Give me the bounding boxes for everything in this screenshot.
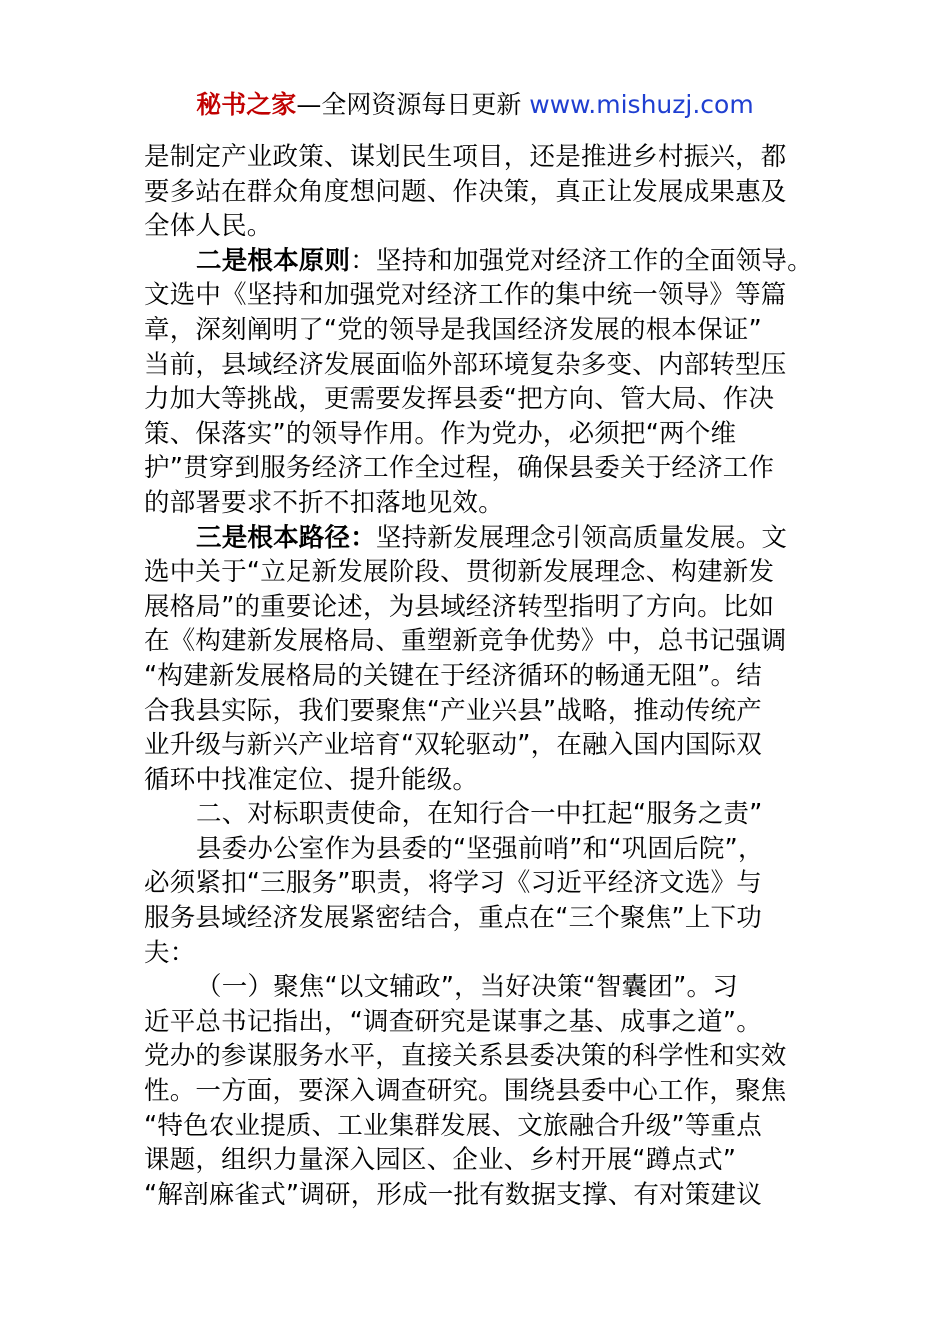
text-line xyxy=(144,451,814,486)
text-line xyxy=(144,659,814,694)
text-line xyxy=(144,1143,814,1178)
line-text: 县委办公室作为县委的“坚强前哨”和“巩固后院”， xyxy=(196,833,764,864)
line-text: 性。一方面，要深入调查研究。围绕县委中心工作，聚焦 xyxy=(144,1076,787,1107)
line-text: 的部署要求不折不扣落地见效。 xyxy=(144,487,504,518)
text-line xyxy=(144,901,814,936)
line-text: 坚持新发展理念引领高质量发展。文 xyxy=(375,522,788,553)
brand-name: 秘书之家 xyxy=(196,90,297,119)
line-text: 当前，县域经济发展面临外部环境复杂多变、内部转型压 xyxy=(144,349,787,380)
line-text: 党办的参谋服务水平，直接关系县委决策的科学性和实效 xyxy=(144,1041,787,1072)
line-text: 文选中《坚持和加强党对经济工作的集中统一领导》等篇 xyxy=(144,280,787,311)
line-text: 要多站在群众角度想问题、作决策，真正让发展成果惠及 xyxy=(144,176,787,207)
line-text: （一）聚焦“以文辅政”，当好决策“智囊团”。习 xyxy=(196,972,738,1003)
header-tagline: —全网资源每日更新 xyxy=(296,90,530,119)
text-line xyxy=(144,140,814,175)
text-line xyxy=(144,832,814,867)
bold-heading: 三是根本路径： xyxy=(196,522,376,553)
text-line xyxy=(144,624,814,659)
line-text: 章，深刻阐明了“党的领导是我国经济发展的根本保证” xyxy=(144,314,762,345)
line-text: 夫： xyxy=(144,937,196,968)
line-text: 课题，组织力量深入园区、企业、乡村开展“蹲点式” xyxy=(144,1145,737,1176)
text-line xyxy=(144,1039,814,1074)
text-line xyxy=(144,555,814,590)
text-line xyxy=(144,797,814,832)
text-line xyxy=(144,970,814,1005)
line-text: ：坚持和加强党对经济工作的全面领导。 xyxy=(350,245,813,276)
line-text: 策、保落实”的领导作用。作为党办，必须把“两个维 xyxy=(144,418,737,449)
site-url-link[interactable]: www.mishuzj.com xyxy=(529,90,754,119)
text-line xyxy=(144,590,814,625)
line-text: 近平总书记指出，“调查研究是谋事之基、成事之道”。 xyxy=(144,1006,762,1037)
text-line xyxy=(144,244,814,279)
text-line xyxy=(144,1074,814,1109)
text-line xyxy=(144,278,814,313)
text-line xyxy=(144,313,814,348)
text-line xyxy=(144,936,814,971)
line-text: “解剖麻雀式”调研，形成一批有数据支撑、有对策建议 xyxy=(144,1179,762,1210)
text-line xyxy=(144,866,814,901)
text-line xyxy=(144,382,814,417)
text-line xyxy=(144,209,814,244)
line-text: 循环中找准定位、提升能级。 xyxy=(144,764,479,795)
line-text: 是制定产业政策、谋划民生项目，还是推进乡村振兴，都 xyxy=(144,142,787,172)
document-body xyxy=(144,140,814,1212)
bold-heading: 二是根本原则 xyxy=(196,245,351,276)
text-line xyxy=(144,175,814,210)
line-text: 合我县实际，我们要聚焦“产业兴县”战略，推动传统产 xyxy=(144,695,762,726)
line-text: “构建新发展格局的关键在于经济循环的畅通无阻”。结 xyxy=(144,660,762,691)
line-text: 展格局”的重要论述，为县域经济转型指明了方向。比如 xyxy=(144,591,775,622)
line-text: 护”贯穿到服务经济工作全过程，确保县委关于经济工作 xyxy=(144,453,775,484)
text-line xyxy=(144,348,814,383)
site-header xyxy=(0,88,950,122)
text-line xyxy=(144,728,814,763)
line-text: 力加大等挑战，更需要发挥县委“把方向、管大局、作决 xyxy=(144,384,775,415)
text-line xyxy=(144,1178,814,1213)
line-text: 在《构建新发展格局、重塑新竞争优势》中，总书记强调 xyxy=(144,626,787,657)
line-text: 二、对标职责使命，在知行合一中扛起“服务之责” xyxy=(196,799,763,830)
line-text: 服务县域经济发展紧密结合，重点在“三个聚焦”上下功 xyxy=(144,903,762,934)
text-line xyxy=(144,694,814,729)
line-text: 必须紧扣“三服务”职责，将学习《习近平经济文选》与 xyxy=(144,868,762,899)
text-line xyxy=(144,417,814,452)
line-text: 全体人民。 xyxy=(144,211,273,242)
text-line xyxy=(144,521,814,556)
text-line xyxy=(144,763,814,798)
text-line xyxy=(144,486,814,521)
line-text: 选中关于“立足新发展阶段、贯彻新发展理念、构建新发 xyxy=(144,557,775,588)
line-text: “特色农业提质、工业集群发展、文旅融合升级”等重点 xyxy=(144,1110,762,1141)
text-line xyxy=(144,1109,814,1144)
text-line xyxy=(144,1005,814,1040)
line-text: 业升级与新兴产业培育“双轮驱动”，在融入国内国际双 xyxy=(144,730,762,761)
